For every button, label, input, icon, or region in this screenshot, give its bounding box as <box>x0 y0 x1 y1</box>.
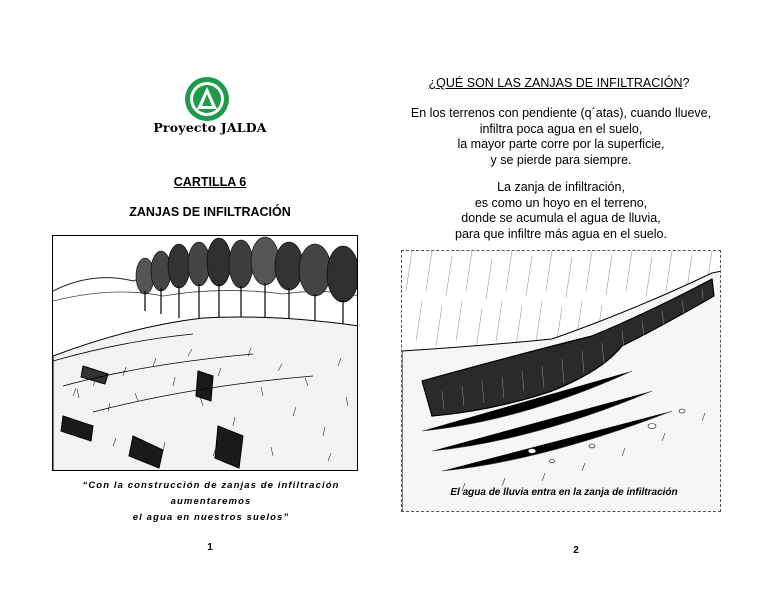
jalda-logo-icon <box>184 76 230 122</box>
paragraph-line: es como un hoyo en el terreno, <box>474 195 648 210</box>
question-mark: ? <box>682 76 690 90</box>
caption-line-1: “Con la construcción de zanjas de infiltración aumentaremos <box>82 480 340 507</box>
booklet-label: CARTILLA 6 <box>173 175 247 189</box>
rain-trench-illustration <box>401 250 721 512</box>
page-number-right: 2 <box>573 545 579 556</box>
right-illustration-caption: El agua de lluvia entra en la zanja de infiltración <box>450 487 678 498</box>
booklet-title: ZANJAS DE INFILTRACIÓN <box>129 205 291 219</box>
paragraph-line: la mayor parte corre por la superficie, <box>457 137 665 151</box>
paragraph-line: para que infiltre más agua en el suelo. <box>455 226 667 241</box>
paragraph-line: La zanja de infiltración, <box>497 180 625 194</box>
paragraph-slopes <box>396 106 726 168</box>
paragraph-line: y se pierde para siempre. <box>490 152 632 167</box>
hillside-trenches-illustration <box>52 235 358 471</box>
left-illustration-caption <box>56 478 366 526</box>
page-number-left: 1 <box>207 542 213 553</box>
paragraph-line: donde se acumula el agua de lluvia, <box>461 211 661 225</box>
caption-line-2: el agua en nuestros suelos” <box>132 512 290 523</box>
paragraph-line: En los terrenos con pendiente (q´atas), cuando llueve, <box>410 106 712 120</box>
org-name: Proyecto JALDA <box>153 120 267 135</box>
paragraph-trench-definition <box>396 180 726 242</box>
question-title-text: ¿QUÉ SON LAS ZANJAS DE INFILTRACIÓN <box>428 76 683 90</box>
question-title <box>404 76 714 90</box>
paragraph-line: infiltra poca agua en el suelo, <box>479 121 643 136</box>
